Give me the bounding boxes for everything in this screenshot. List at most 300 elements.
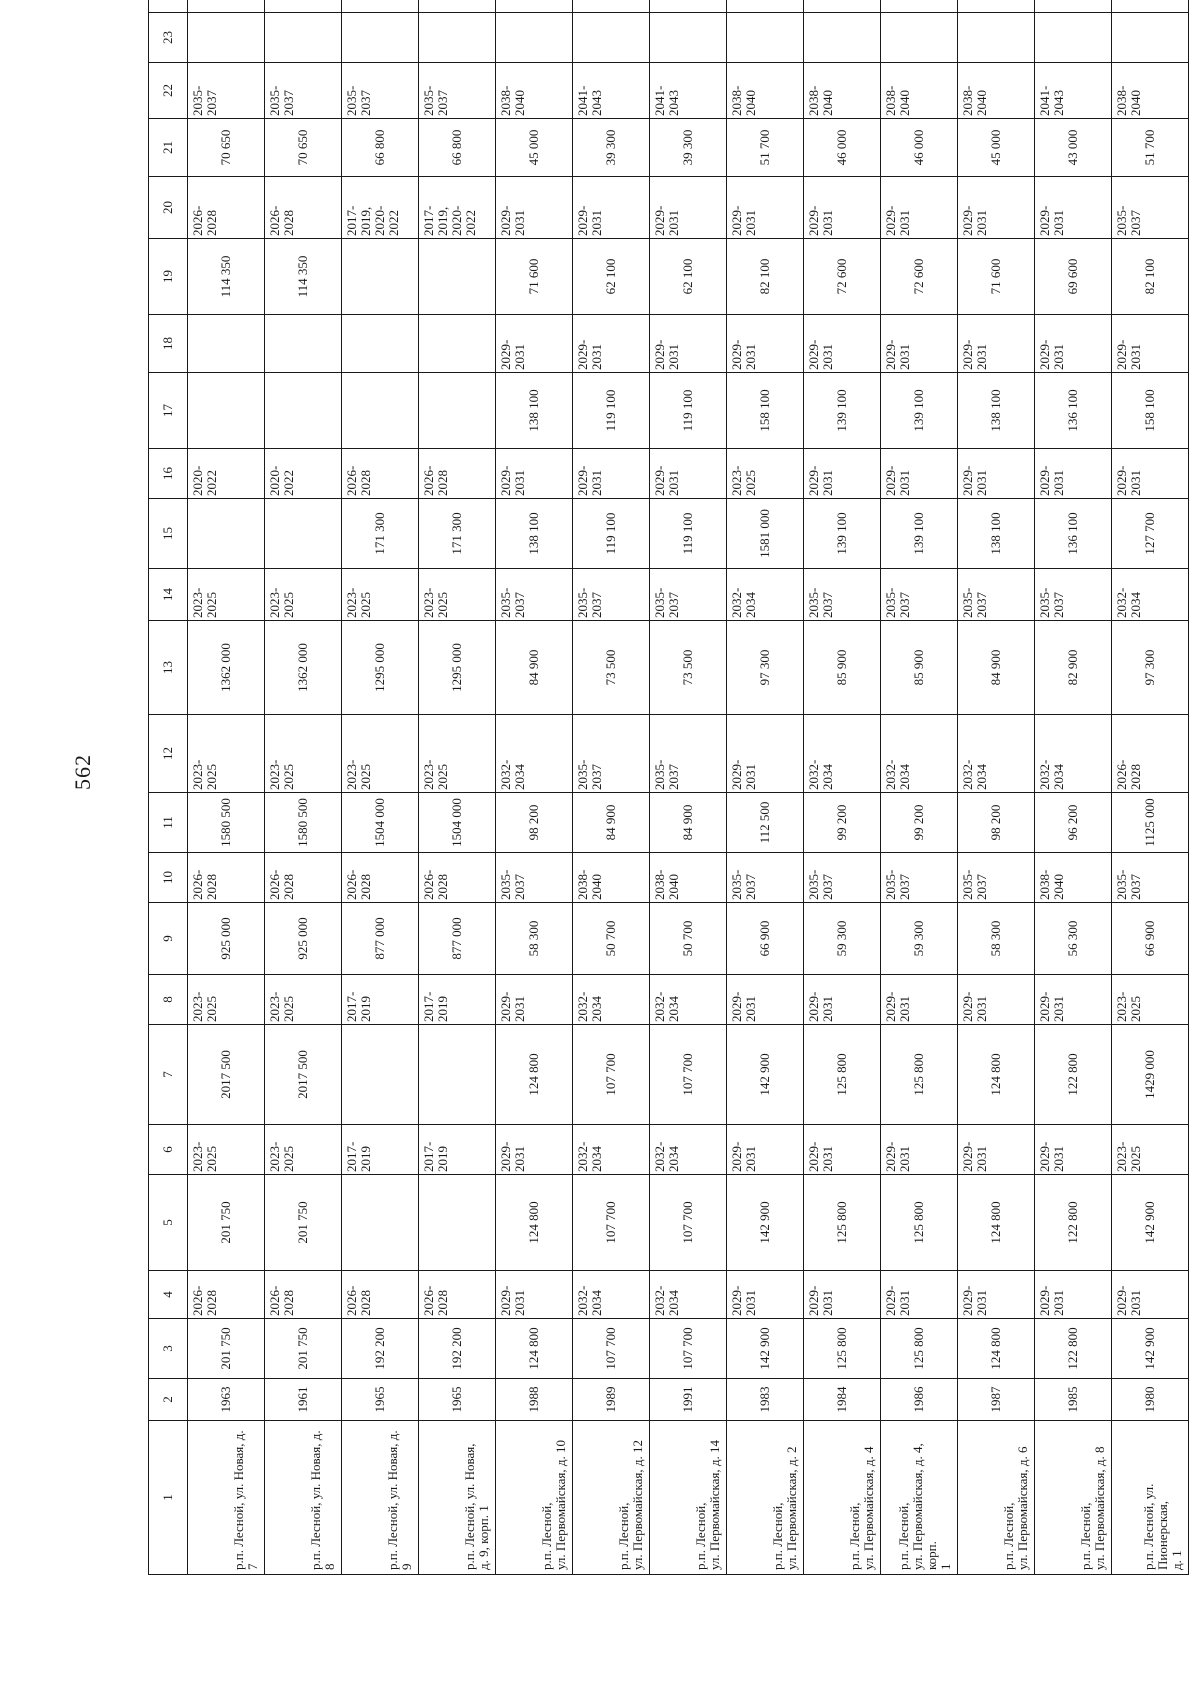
table-cell: 2035- 2037 [1035, 569, 1112, 621]
table-cell: 2041- 2043 [1035, 63, 1112, 119]
table-cell: 119 100 [650, 499, 727, 569]
table-cell: 2029- 2031 [881, 177, 958, 239]
table-cell: 2029- 2031 [1035, 315, 1112, 373]
table-cell: 2029- 2031 [650, 315, 727, 373]
table-cell: 112 500 [727, 793, 804, 853]
table-cell: 2020- 2022 [265, 449, 342, 499]
table-row [496, 0, 573, 1575]
table-cell: 2029- 2031 [1035, 449, 1112, 499]
address-cell: р.п. Лесной, ул. Первомайская, д. 8 [1035, 1421, 1112, 1575]
table-cell: 2029- 2031 [496, 1271, 573, 1319]
column-header: 4 [149, 1271, 188, 1319]
table-cell: 2026- 2028 [265, 853, 342, 903]
table-cell: 2029- 2031 [496, 177, 573, 239]
table-cell: 2029- 2031 [804, 1271, 881, 1319]
table-cell: 2029- 2031 [1112, 1271, 1189, 1319]
table-cell: 138 100 [496, 499, 573, 569]
table-cell [419, 373, 496, 449]
table-cell [573, 0, 650, 13]
table-cell: 84 900 [958, 621, 1035, 715]
table-cell: 201 750 [265, 1319, 342, 1379]
table-cell: 2023- 2025 [265, 569, 342, 621]
table-cell: 2017- 2019, 2020- 2022 [419, 177, 496, 239]
table-cell: 142 900 [1112, 1319, 1189, 1379]
table-cell: 2026- 2028 [265, 1271, 342, 1319]
table-cell: 2023- 2025 [727, 449, 804, 499]
table-cell: 85 900 [804, 621, 881, 715]
table-cell: 73 500 [573, 621, 650, 715]
table-cell: 82 900 [1035, 621, 1112, 715]
table-cell: 107 700 [650, 1319, 727, 1379]
table-cell: 2029- 2031 [1035, 1125, 1112, 1175]
table-row [650, 0, 727, 1575]
table-cell: 2035- 2037 [804, 569, 881, 621]
table-cell: 138 100 [496, 373, 573, 449]
table-cell: 2029- 2031 [1112, 315, 1189, 373]
table-cell: 2035- 2037 [496, 569, 573, 621]
table-cell: 2023- 2025 [419, 715, 496, 793]
table-cell: 1989 [573, 1379, 650, 1421]
table-cell: 2032- 2034 [650, 1125, 727, 1175]
address-cell: р.п. Лесной, ул. Первомайская, д. 4, корп. 1 [881, 1421, 958, 1575]
table-cell: 138 100 [958, 373, 1035, 449]
table-cell [573, 13, 650, 63]
table-cell: 70 650 [265, 119, 342, 177]
table-cell [1035, 13, 1112, 63]
table-cell: 84 900 [573, 793, 650, 853]
table-cell: 69 600 [1035, 239, 1112, 315]
table-cell: 2029- 2031 [881, 449, 958, 499]
table-row [881, 0, 958, 1575]
column-header: 21 [149, 119, 188, 177]
table-cell [650, 13, 727, 63]
table-cell: 2032- 2034 [573, 1271, 650, 1319]
table-cell: 171 300 [419, 499, 496, 569]
table-cell [342, 0, 419, 13]
table-cell: 71 600 [496, 239, 573, 315]
table-cell: 107 700 [573, 1025, 650, 1125]
table-cell: 2032- 2034 [496, 715, 573, 793]
table-cell: 45 000 [958, 119, 1035, 177]
table-cell: 2032- 2034 [650, 975, 727, 1025]
address-cell: р.п. Лесной, ул. Первомайская, д. 10 [496, 1421, 573, 1575]
table-cell: 43 000 [1035, 119, 1112, 177]
table-cell: 139 100 [881, 373, 958, 449]
table-cell: 138 100 [958, 499, 1035, 569]
table-cell: 2035- 2037 [650, 715, 727, 793]
table-cell: 66 800 [342, 119, 419, 177]
column-header: 14 [149, 569, 188, 621]
address-cell: р.п. Лесной, ул. Первомайская, д. 2 [727, 1421, 804, 1575]
table-cell: 58 300 [496, 903, 573, 975]
table-cell [265, 13, 342, 63]
table-cell: 107 700 [573, 1175, 650, 1271]
column-header: 12 [149, 715, 188, 793]
table-cell: 2029- 2031 [958, 315, 1035, 373]
table-row [342, 0, 419, 1575]
table-cell: 142 900 [1112, 1175, 1189, 1271]
table-cell: 2029- 2031 [727, 715, 804, 793]
table-cell: 2023- 2025 [419, 569, 496, 621]
table-cell [342, 1175, 419, 1271]
table-cell: 2029- 2031 [650, 177, 727, 239]
table-cell: 2026- 2028 [265, 177, 342, 239]
table-cell: 119 100 [650, 373, 727, 449]
table-cell: 58 300 [958, 903, 1035, 975]
table-cell: 125 800 [804, 1175, 881, 1271]
column-header [149, 0, 188, 13]
table-cell: 2029- 2031 [804, 315, 881, 373]
table-cell: 2029- 2031 [727, 315, 804, 373]
column-header: 19 [149, 239, 188, 315]
table-cell: 2029- 2031 [881, 975, 958, 1025]
table-cell: 124 800 [496, 1319, 573, 1379]
table-cell: 1987 [958, 1379, 1035, 1421]
table-cell: 2023- 2025 [342, 715, 419, 793]
table-cell: 2023- 2025 [265, 715, 342, 793]
address-cell: р.п. Лесной, ул. Первомайская, д. 12 [573, 1421, 650, 1575]
table-cell: 119 100 [573, 373, 650, 449]
table-cell: 2035- 2037 [804, 853, 881, 903]
table-cell: 2023- 2025 [188, 1125, 265, 1175]
table-cell: 66 800 [419, 119, 496, 177]
column-header: 3 [149, 1319, 188, 1379]
table-body [188, 0, 1189, 1575]
table-cell: 125 800 [881, 1175, 958, 1271]
table-cell [804, 0, 881, 13]
table-cell: 2023- 2025 [342, 569, 419, 621]
table-cell: 1965 [419, 1379, 496, 1421]
table-cell: 62 100 [650, 239, 727, 315]
table-cell: 2029- 2031 [573, 177, 650, 239]
table-cell [496, 13, 573, 63]
table-cell: 2029- 2031 [958, 975, 1035, 1025]
table-cell: 125 800 [881, 1319, 958, 1379]
table-cell [342, 1025, 419, 1125]
column-header: 23 [149, 13, 188, 63]
table-cell [727, 13, 804, 63]
table-cell: 124 800 [958, 1175, 1035, 1271]
column-header: 20 [149, 177, 188, 239]
table-cell: 2041- 2043 [650, 63, 727, 119]
table-cell [342, 239, 419, 315]
table-cell: 1988 [496, 1379, 573, 1421]
table-cell: 127 700 [1112, 499, 1189, 569]
table-cell: 877 000 [419, 903, 496, 975]
table-cell: 925 000 [188, 903, 265, 975]
page-number: 562 [70, 754, 95, 790]
table-cell [958, 13, 1035, 63]
table-cell: 2017- 2019 [419, 1125, 496, 1175]
table-cell: 107 700 [650, 1025, 727, 1125]
table-cell: 2026- 2028 [188, 177, 265, 239]
table-cell: 122 800 [1035, 1025, 1112, 1125]
table-cell: 51 700 [1112, 119, 1189, 177]
address-cell: р.п. Лесной, ул. Пионерская, д. 1 [1112, 1421, 1189, 1575]
table-row [1035, 0, 1112, 1575]
table-cell: 2017- 2019, 2020- 2022 [342, 177, 419, 239]
table-cell: 2023- 2025 [265, 1125, 342, 1175]
table-cell: 2035- 2037 [188, 63, 265, 119]
table-cell: 158 100 [1112, 373, 1189, 449]
table-cell: 158 100 [727, 373, 804, 449]
table-row [727, 0, 804, 1575]
table-cell [265, 315, 342, 373]
table-cell [265, 499, 342, 569]
table-cell: 2026- 2028 [1112, 715, 1189, 793]
address-cell: р.п. Лесной, ул. Новая, д. 7 [188, 1421, 265, 1575]
table-cell: 201 750 [188, 1175, 265, 1271]
table-cell [1112, 0, 1189, 13]
column-header: 2 [149, 1379, 188, 1421]
table-cell: 98 200 [496, 793, 573, 853]
table-cell: 2026- 2028 [419, 449, 496, 499]
table-cell: 73 500 [650, 621, 727, 715]
table-cell: 2029- 2031 [881, 1271, 958, 1319]
table-cell: 142 900 [727, 1025, 804, 1125]
table-cell: 1295 000 [419, 621, 496, 715]
table-cell [727, 0, 804, 13]
table-cell: 82 100 [727, 239, 804, 315]
table-cell: 2023- 2025 [188, 975, 265, 1025]
table-cell: 192 200 [342, 1319, 419, 1379]
table-cell: 2038- 2040 [881, 63, 958, 119]
table-cell: 99 200 [804, 793, 881, 853]
table-cell: 98 200 [958, 793, 1035, 853]
table-cell: 139 100 [804, 373, 881, 449]
table-cell: 96 200 [1035, 793, 1112, 853]
table-cell [188, 499, 265, 569]
table-cell: 45 000 [496, 119, 573, 177]
table-cell: 2032- 2034 [1112, 569, 1189, 621]
table-cell: 59 300 [881, 903, 958, 975]
table-cell: 2023- 2025 [1112, 975, 1189, 1025]
table-cell: 59 300 [804, 903, 881, 975]
table-cell: 2038- 2040 [1112, 63, 1189, 119]
table-cell: 2023- 2025 [1112, 1125, 1189, 1175]
table-cell: 2035- 2037 [342, 63, 419, 119]
table-cell: 2029- 2031 [958, 1125, 1035, 1175]
table-row [804, 0, 881, 1575]
table-cell: 2032- 2034 [881, 715, 958, 793]
table-cell: 2038- 2040 [1035, 853, 1112, 903]
table-cell: 72 600 [881, 239, 958, 315]
table-cell: 2032- 2034 [1035, 715, 1112, 793]
table-cell: 39 300 [573, 119, 650, 177]
table-cell: 1991 [650, 1379, 727, 1421]
table-cell: 171 300 [342, 499, 419, 569]
table-cell: 99 200 [881, 793, 958, 853]
column-header: 6 [149, 1125, 188, 1175]
table-cell: 125 800 [881, 1025, 958, 1125]
table-cell: 2029- 2031 [650, 449, 727, 499]
table-cell: 124 800 [496, 1175, 573, 1271]
table-cell: 2026- 2028 [419, 853, 496, 903]
address-cell: р.п. Лесной, ул. Новая, д. 9, корп. 1 [419, 1421, 496, 1575]
table-cell: 84 900 [650, 793, 727, 853]
table-cell: 1580 500 [265, 793, 342, 853]
table-cell: 1965 [342, 1379, 419, 1421]
table-cell: 2035- 2037 [727, 853, 804, 903]
table-cell: 1295 000 [342, 621, 419, 715]
table-cell: 2029- 2031 [727, 975, 804, 1025]
table-cell [419, 0, 496, 13]
table-cell: 2029- 2031 [573, 449, 650, 499]
address-cell: р.п. Лесной, ул. Первомайская, д. 6 [958, 1421, 1035, 1575]
table-cell: 2029- 2031 [804, 1125, 881, 1175]
table-cell: 2038- 2040 [573, 853, 650, 903]
table-cell: 1983 [727, 1379, 804, 1421]
table-cell: 2023- 2025 [188, 715, 265, 793]
table-cell: 2029- 2031 [573, 315, 650, 373]
table-cell [188, 315, 265, 373]
column-header: 22 [149, 63, 188, 119]
table-cell: 2029- 2031 [804, 975, 881, 1025]
table-cell [265, 0, 342, 13]
table-cell: 2026- 2028 [188, 1271, 265, 1319]
table-cell: 2029- 2031 [1112, 449, 1189, 499]
table-cell: 201 750 [265, 1175, 342, 1271]
table-cell: 66 900 [1112, 903, 1189, 975]
address-cell: р.п. Лесной, ул. Первомайская, д. 4 [804, 1421, 881, 1575]
table-cell: 124 800 [958, 1319, 1035, 1379]
table-cell [188, 373, 265, 449]
table-cell: 2035- 2037 [496, 853, 573, 903]
table-cell: 46 000 [804, 119, 881, 177]
table-cell: 2038- 2040 [650, 853, 727, 903]
table-cell: 84 900 [496, 621, 573, 715]
table-cell: 142 900 [727, 1175, 804, 1271]
table-cell: 201 750 [188, 1319, 265, 1379]
table-cell: 1504 000 [419, 793, 496, 853]
table-cell: 107 700 [650, 1175, 727, 1271]
table-cell: 2038- 2040 [496, 63, 573, 119]
table-cell: 125 800 [804, 1025, 881, 1125]
table-cell: 2029- 2031 [727, 1125, 804, 1175]
table-cell: 46 000 [881, 119, 958, 177]
table-cell: 56 300 [1035, 903, 1112, 975]
table-cell [342, 315, 419, 373]
table-cell: 2029- 2031 [1035, 1271, 1112, 1319]
table-cell: 2032- 2034 [958, 715, 1035, 793]
table-cell: 39 300 [650, 119, 727, 177]
table-cell: 1581 000 [727, 499, 804, 569]
table-cell [419, 1025, 496, 1125]
column-header: 17 [149, 373, 188, 449]
table-cell [419, 239, 496, 315]
table-cell: 1580 500 [188, 793, 265, 853]
table-row [573, 0, 650, 1575]
column-header: 9 [149, 903, 188, 975]
table-cell: 122 800 [1035, 1175, 1112, 1271]
table-cell: 50 700 [650, 903, 727, 975]
table-cell: 119 100 [573, 499, 650, 569]
table-cell: 2035- 2037 [573, 569, 650, 621]
table-cell: 877 000 [342, 903, 419, 975]
table-cell [265, 373, 342, 449]
table-cell: 97 300 [727, 621, 804, 715]
table-cell: 2029- 2031 [496, 975, 573, 1025]
table-cell [804, 13, 881, 63]
table-cell: 2026- 2028 [188, 853, 265, 903]
table-cell: 1362 000 [188, 621, 265, 715]
column-header: 11 [149, 793, 188, 853]
table-cell: 136 100 [1035, 499, 1112, 569]
table-cell: 2032- 2034 [573, 1125, 650, 1175]
table-cell: 136 100 [1035, 373, 1112, 449]
table-cell: 2035- 2037 [1112, 853, 1189, 903]
table-header [149, 0, 188, 1575]
table-cell: 2029- 2031 [496, 1125, 573, 1175]
table-cell: 124 800 [958, 1025, 1035, 1125]
table-cell: 2035- 2037 [881, 853, 958, 903]
table-cell: 2017- 2019 [342, 975, 419, 1025]
column-header: 16 [149, 449, 188, 499]
table-cell: 85 900 [881, 621, 958, 715]
table-cell: 2038- 2040 [958, 63, 1035, 119]
table-cell: 142 900 [727, 1319, 804, 1379]
table-cell [188, 0, 265, 13]
table-cell: 2032- 2034 [650, 1271, 727, 1319]
column-header: 8 [149, 975, 188, 1025]
table-cell: 125 800 [804, 1319, 881, 1379]
column-header: 15 [149, 499, 188, 569]
table-cell [419, 315, 496, 373]
table-row [1112, 0, 1189, 1575]
table-cell: 139 100 [881, 499, 958, 569]
table-cell [342, 13, 419, 63]
table-cell: 1963 [188, 1379, 265, 1421]
table-cell: 122 800 [1035, 1319, 1112, 1379]
table-cell: 2023- 2025 [265, 975, 342, 1025]
table-cell: 1362 000 [265, 621, 342, 715]
table-cell: 114 350 [265, 239, 342, 315]
table-cell: 925 000 [265, 903, 342, 975]
table-cell: 2035- 2037 [265, 63, 342, 119]
table-cell: 71 600 [958, 239, 1035, 315]
table-cell: 50 700 [573, 903, 650, 975]
column-header: 10 [149, 853, 188, 903]
address-cell: р.п. Лесной, ул. Новая, д. 8 [265, 1421, 342, 1575]
table-cell: 2035- 2037 [958, 853, 1035, 903]
data-table [148, 0, 1189, 1575]
column-header: 18 [149, 315, 188, 373]
table-cell: 2032- 2034 [727, 569, 804, 621]
table-cell [342, 373, 419, 449]
table-cell: 192 200 [419, 1319, 496, 1379]
table-cell: 2029- 2031 [958, 449, 1035, 499]
table-cell [188, 13, 265, 63]
table-cell [419, 1175, 496, 1271]
table-cell: 1429 000 [1112, 1025, 1189, 1125]
table-cell: 2029- 2031 [727, 177, 804, 239]
table-cell: 70 650 [188, 119, 265, 177]
column-header: 1 [149, 1421, 188, 1575]
table-cell: 1961 [265, 1379, 342, 1421]
table-cell: 2026- 2028 [342, 1271, 419, 1319]
address-cell: р.п. Лесной, ул. Первомайская, д. 14 [650, 1421, 727, 1575]
column-header: 13 [149, 621, 188, 715]
address-cell: р.п. Лесной, ул. Новая, д. 9 [342, 1421, 419, 1575]
table-cell: 124 800 [496, 1025, 573, 1125]
column-header: 5 [149, 1175, 188, 1271]
column-header: 7 [149, 1025, 188, 1125]
table-cell: 2029- 2031 [1035, 177, 1112, 239]
table-cell [650, 0, 727, 13]
table-cell: 2035- 2037 [573, 715, 650, 793]
table-cell: 2026- 2028 [419, 1271, 496, 1319]
table-cell: 2029- 2031 [958, 1271, 1035, 1319]
